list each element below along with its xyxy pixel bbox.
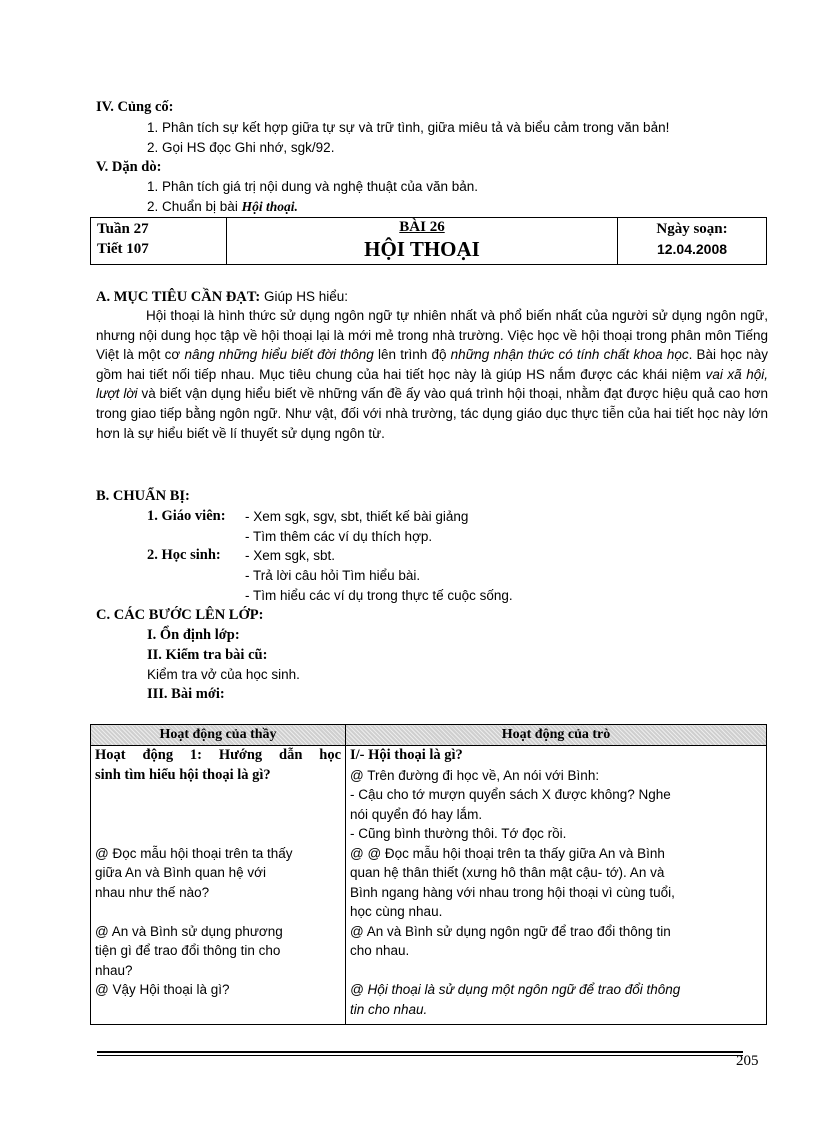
- review-item: 1. Phân tích sự kết hợp giữa tự sự và trữ tình, giữa miêu tả và biểu cảm trong văn bản!: [147, 120, 670, 135]
- activity-title: sinh tìm hiểu hội thoại là gì?: [95, 766, 271, 783]
- student-answer: nói quyển đó hay lắm.: [350, 806, 483, 822]
- footer-rule: [97, 1055, 743, 1056]
- student-answer: - Cũng bình thường thôi. Tớ đọc rồi.: [350, 826, 567, 841]
- teacher-question: nhau?: [95, 962, 133, 978]
- date-label: Ngày soạn:: [656, 221, 728, 237]
- lesson-header-table: [90, 217, 767, 265]
- student-item: - Tìm hiểu các ví dụ trong thực tế cuộc sống.: [245, 588, 513, 603]
- col-header-student: Hoạt động của trò: [346, 725, 767, 746]
- activity-table: [90, 724, 767, 1025]
- teacher-question: @ Vậy Hội thoại là gì?: [95, 982, 230, 997]
- step-heading: II. Kiểm tra bài cũ:: [147, 647, 268, 663]
- week-label: Tuần 27: [97, 221, 149, 237]
- review-heading-v: V. Dặn dò:: [96, 159, 162, 175]
- lesson-title: HỘI THOẠI: [364, 237, 480, 261]
- student-answer: quan hệ thân thiết (xưng hô thân mật cậu- tớ). An và: [350, 865, 665, 880]
- student-answer: tin cho nhau.: [350, 1001, 428, 1017]
- step-text: Kiểm tra vở của học sinh.: [147, 667, 300, 682]
- section-b-heading: B. CHUẨN BỊ:: [96, 488, 190, 504]
- student-answer: học cùng nhau.: [350, 904, 443, 919]
- student-label: 2. Học sinh:: [147, 547, 221, 563]
- student-item: - Xem sgk, sbt.: [245, 548, 336, 563]
- teacher-label: 1. Giáo viên:: [147, 508, 226, 524]
- student-column: [346, 746, 767, 1025]
- section-a-heading: A. MỤC TIÊU CẦN ĐẠT: Giúp HS hiểu:: [96, 289, 348, 305]
- review-heading-iv: IV. Củng cố:: [96, 99, 174, 115]
- footer-rule: [97, 1051, 743, 1053]
- teacher-question: tiện gì để trao đổi thông tin cho: [95, 943, 281, 958]
- student-item: - Trả lời câu hỏi Tìm hiểu bài.: [245, 568, 421, 583]
- teacher-column: [91, 746, 346, 1025]
- student-answer: cho nhau.: [350, 943, 410, 958]
- student-answer: @ An và Bình sử dụng ngôn ngữ để trao đổi thông tin: [350, 923, 671, 939]
- student-answer: @ @ Đọc mẫu hội thoại trên ta thấy giữa An và Bình: [350, 845, 665, 861]
- activity-title: Hoạt động 1: Hướng dẫn học: [95, 747, 341, 763]
- date-value: 12.04.2008: [656, 241, 728, 257]
- teacher-question: @ An và Bình sử dụng phương: [95, 923, 283, 939]
- lesson-number: BÀI 26: [399, 219, 445, 235]
- col-header-teacher: Hoạt động của thầy: [91, 725, 346, 746]
- review-item: 1. Phân tích giá trị nội dung và nghệ thuật của văn bản.: [147, 179, 478, 194]
- teacher-question: nhau như thế nào?: [95, 884, 210, 900]
- section-a-paragraph: Hội thoại là hình thức sử dụng ngôn ngữ tự nhiên nhất và phổ biến nhất của người sử dụng ngôn ngữ, nhưng nội dung học tập về hội thoại lại là mới mẻ trong nhà trường. Việc học về hội thoại trong phân môn Tiếng Việt là một cơ nâng những hiểu biết đời thông lên trình độ những nhận thức có tính chất khoa học. Bài học này gồm hai tiết nối tiếp nhau. Mục tiêu chung của hai tiết học này là giúp HS nắm được các khái niệm vai xã hội, lượt lời và biết vận dụng hiểu biết về những vấn đề ấy vào quá trình hội thoại, nhằm đạt được hiệu quả cao hơn trong giao tiếp bằng ngôn ngữ. Như vật, đối với nhà trường, tác dụng giáo dục thực tiễn của hai tiết học này lớn hơn là sự hiểu biết về lí thuyết sử dụng ngôn từ.: [96, 308, 768, 441]
- teacher-question: giữa An và Bình quan hệ với: [95, 865, 267, 880]
- student-answer: @ Trên đường đi học về, An nói với Bình:: [350, 767, 600, 783]
- student-answer: @ Hội thoại là sử dụng một ngôn ngữ để trao đổi thông: [350, 982, 681, 997]
- review-item: 2. Gọi HS đọc Ghi nhớ, sgk/92.: [147, 140, 335, 155]
- teacher-item: - Tìm thêm các ví dụ thích hợp.: [245, 529, 433, 544]
- student-answer: Bình ngang hàng với nhau trong hội thoại vì cùng tuổi,: [350, 884, 675, 900]
- teacher-question: @ Đọc mẫu hội thoại trên ta thấy: [95, 845, 293, 861]
- period-label: Tiết 107: [97, 241, 149, 257]
- review-item: 2. Chuẩn bị bài Hội thoại.: [147, 199, 298, 214]
- student-section-title: I/- Hội thoại là gì?: [350, 747, 463, 763]
- section-c-heading: C. CÁC BƯỚC LÊN LỚP:: [96, 607, 264, 623]
- step-heading: III. Bài mới:: [147, 686, 225, 702]
- teacher-item: - Xem sgk, sgv, sbt, thiết kế bài giảng: [245, 509, 469, 524]
- step-heading: I. Ổn định lớp:: [147, 627, 240, 643]
- page-number: 205: [736, 1053, 759, 1069]
- student-answer: - Cậu cho tớ mượn quyển sách X được không? Nghe: [350, 787, 671, 802]
